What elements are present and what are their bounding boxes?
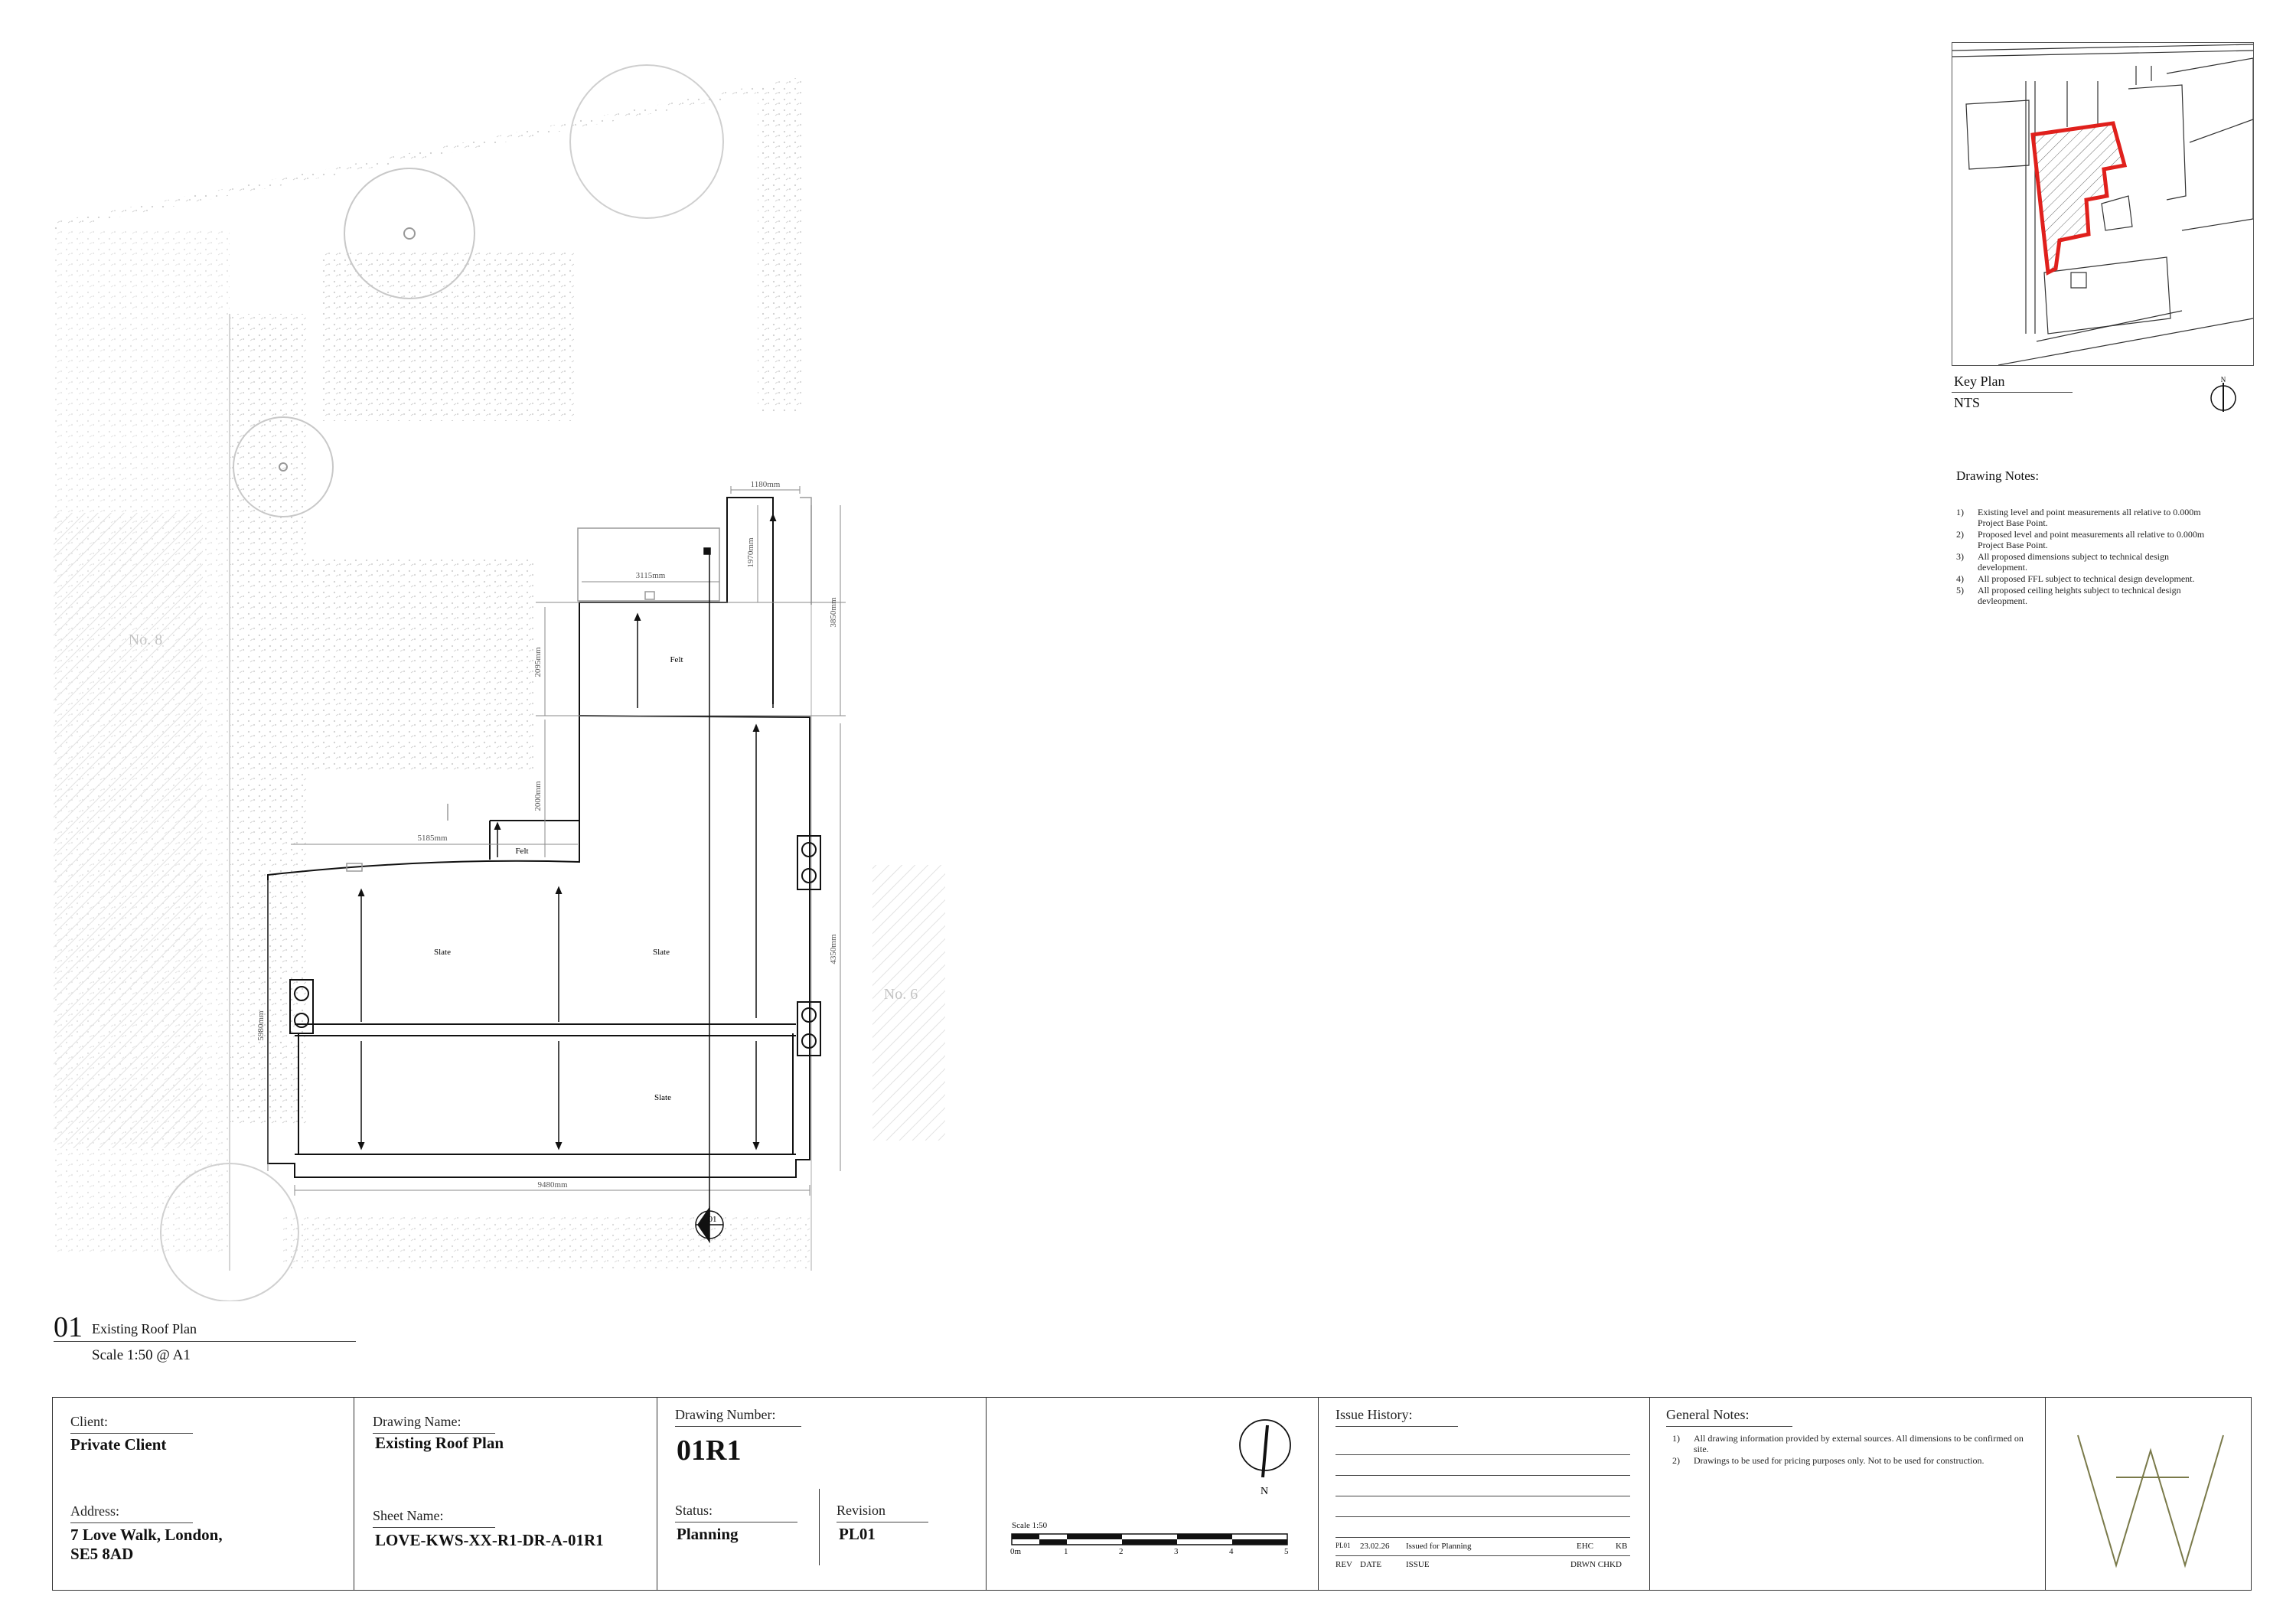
svg-text:N: N bbox=[2220, 376, 2226, 383]
status-value: Planning bbox=[677, 1525, 739, 1543]
address-label: Address: bbox=[70, 1503, 193, 1523]
title-block-divider bbox=[1649, 1397, 1650, 1591]
scale-tick-label: 4 bbox=[1229, 1547, 1234, 1556]
issue-history-label: Issue History: bbox=[1336, 1407, 1458, 1427]
drawing-notes-list bbox=[1956, 507, 2216, 606]
issue-headers bbox=[1336, 1560, 1630, 1572]
scale-bar-ticks bbox=[1010, 1547, 1297, 1559]
status-label: Status: bbox=[675, 1503, 797, 1522]
issue-history-rule bbox=[1336, 1475, 1630, 1476]
dim-5980: 5980mm bbox=[256, 1010, 266, 1041]
material-slate-left: Slate bbox=[434, 948, 451, 957]
drawing-note-item bbox=[1956, 551, 2216, 573]
title-block-divider bbox=[986, 1397, 987, 1591]
material-slate-bottom: Slate bbox=[654, 1093, 671, 1102]
key-plan-title: Key Plan bbox=[1954, 374, 2005, 389]
issue-header-date: DATE bbox=[1360, 1560, 1382, 1569]
drawing-notes bbox=[1956, 468, 2247, 607]
scale-tick-label: 1 bbox=[1064, 1547, 1068, 1556]
material-slate-right: Slate bbox=[653, 948, 670, 957]
neighbour-label-no8: No. 8 bbox=[128, 632, 163, 648]
drawing-note-item bbox=[1956, 507, 2216, 528]
drawing-note-text: Proposed level and point measurements all relative to 0.000m Project Base Point. bbox=[1978, 529, 2205, 550]
view-title-rule bbox=[54, 1341, 356, 1342]
drawing-note-item bbox=[1956, 585, 2216, 606]
issue-history-rule bbox=[1336, 1516, 1630, 1517]
address-line2: SE5 8AD bbox=[70, 1545, 134, 1563]
status-revision-divider bbox=[819, 1489, 820, 1565]
site-context bbox=[54, 65, 945, 1301]
scale-tick-label: 3 bbox=[1174, 1547, 1179, 1556]
dim-9480: 9480mm bbox=[537, 1180, 568, 1190]
issue-header-issue: ISSUE bbox=[1406, 1560, 1430, 1569]
key-plan-map bbox=[1952, 43, 2253, 365]
drawing-number-label: Drawing Number: bbox=[675, 1407, 801, 1427]
client-label: Client: bbox=[70, 1414, 193, 1434]
sheet-name-value: LOVE-KWS-XX-R1-DR-A-01R1 bbox=[375, 1531, 604, 1549]
drawing-note-item bbox=[1956, 529, 2216, 550]
dim-3115: 3115mm bbox=[635, 571, 666, 580]
svg-text:N: N bbox=[1260, 1486, 1269, 1497]
general-note-number: 2) bbox=[1672, 1455, 1680, 1466]
drawing-number-value: 01R1 bbox=[677, 1434, 742, 1467]
drawing-note-text: All proposed ceiling heights subject to technical design devleopment. bbox=[1978, 585, 2181, 606]
view-scale: Scale 1:50 @ A1 bbox=[92, 1347, 191, 1363]
general-notes-label: General Notes: bbox=[1666, 1407, 1792, 1427]
drawing-note-text: All proposed FFL subject to technical design development. bbox=[1978, 573, 2195, 584]
issue-rev: PL01 bbox=[1336, 1542, 1351, 1549]
issue-text: Issued for Planning bbox=[1406, 1542, 1472, 1551]
issue-date: 23.02.26 bbox=[1360, 1542, 1390, 1551]
general-note-text: All drawing information provided by external sources. All dimensions to be confirmed on site. bbox=[1694, 1433, 2024, 1454]
key-plan-scale: NTS bbox=[1954, 395, 1981, 410]
dim-2095: 2095mm bbox=[533, 647, 543, 677]
view-title: Existing Roof Plan bbox=[92, 1321, 197, 1336]
scale-tick-label: 0m bbox=[1010, 1547, 1022, 1556]
general-note-item bbox=[1672, 1433, 2032, 1454]
material-felt-lower: Felt bbox=[515, 847, 529, 856]
key-plan-north-arrow-icon bbox=[2208, 375, 2239, 413]
general-note-text: Drawings to be used for pricing purposes only. Not to be used for construction. bbox=[1694, 1455, 1985, 1466]
key-plan-rule bbox=[1952, 392, 2073, 393]
key-plan-frame bbox=[1952, 42, 2254, 366]
drawing-note-text: Existing level and point measurements all relative to 0.000m Project Base Point. bbox=[1978, 507, 2201, 528]
dim-5185: 5185mm bbox=[417, 834, 448, 843]
issue-header-rev: REV bbox=[1336, 1560, 1352, 1569]
drawing-note-number: 3) bbox=[1956, 551, 1964, 562]
address-line1: 7 Love Walk, London, bbox=[70, 1526, 223, 1544]
general-notes-list bbox=[1672, 1433, 2032, 1467]
issue-header-drwn-chkd: DRWN CHKD bbox=[1570, 1560, 1622, 1569]
issue-drwn: EHC bbox=[1577, 1542, 1593, 1551]
neighbour-label-no6: No. 6 bbox=[883, 986, 918, 1003]
scale-tick-label: 5 bbox=[1284, 1547, 1289, 1556]
issue-row bbox=[1336, 1542, 1630, 1554]
general-note-item bbox=[1672, 1455, 2032, 1466]
dim-4350: 4350mm bbox=[829, 934, 838, 964]
sheet-name-label: Sheet Name: bbox=[373, 1508, 495, 1528]
site-boundary bbox=[2033, 123, 2125, 273]
issue-history-rule bbox=[1336, 1555, 1630, 1556]
general-note-number: 1) bbox=[1672, 1433, 1680, 1444]
issue-history-rule bbox=[1336, 1454, 1630, 1455]
revision-label: Revision bbox=[837, 1503, 928, 1522]
client-value: Private Client bbox=[70, 1435, 167, 1454]
drawing-note-number: 1) bbox=[1956, 507, 1964, 517]
title-block-divider bbox=[2045, 1397, 2046, 1591]
section-marker-number: 01 bbox=[708, 1215, 717, 1224]
drawing-note-number: 4) bbox=[1956, 573, 1964, 584]
material-felt-upper: Felt bbox=[670, 655, 683, 664]
drawing-name-value: Existing Roof Plan bbox=[375, 1434, 504, 1452]
dim-1180: 1180mm bbox=[750, 480, 781, 489]
roof-plan-drawing bbox=[0, 0, 995, 1301]
dim-3850: 3850mm bbox=[829, 597, 838, 628]
practice-logo bbox=[2074, 1431, 2227, 1569]
north-arrow-icon bbox=[1238, 1416, 1292, 1500]
scale-bar-label: Scale 1:50 bbox=[1012, 1521, 1048, 1530]
issue-history-rule bbox=[1336, 1537, 1630, 1538]
drawing-note-number: 2) bbox=[1956, 529, 1964, 540]
drawing-note-text: All proposed dimensions subject to technical design development. bbox=[1978, 551, 2169, 573]
dim-2000: 2000mm bbox=[533, 781, 543, 811]
drawing-note-number: 5) bbox=[1956, 585, 1964, 596]
title-block-divider bbox=[1318, 1397, 1319, 1591]
section-line bbox=[696, 548, 723, 1242]
revision-value: PL01 bbox=[839, 1525, 876, 1543]
dim-1970: 1970mm bbox=[746, 537, 755, 568]
issue-chkd: KB bbox=[1616, 1542, 1628, 1551]
drawing-name-label: Drawing Name: bbox=[373, 1414, 495, 1434]
drawing-note-item bbox=[1956, 573, 2216, 584]
drawing-notes-title: Drawing Notes: bbox=[1956, 468, 2040, 483]
view-number: 01 bbox=[54, 1311, 83, 1343]
scale-tick-label: 2 bbox=[1119, 1547, 1124, 1556]
